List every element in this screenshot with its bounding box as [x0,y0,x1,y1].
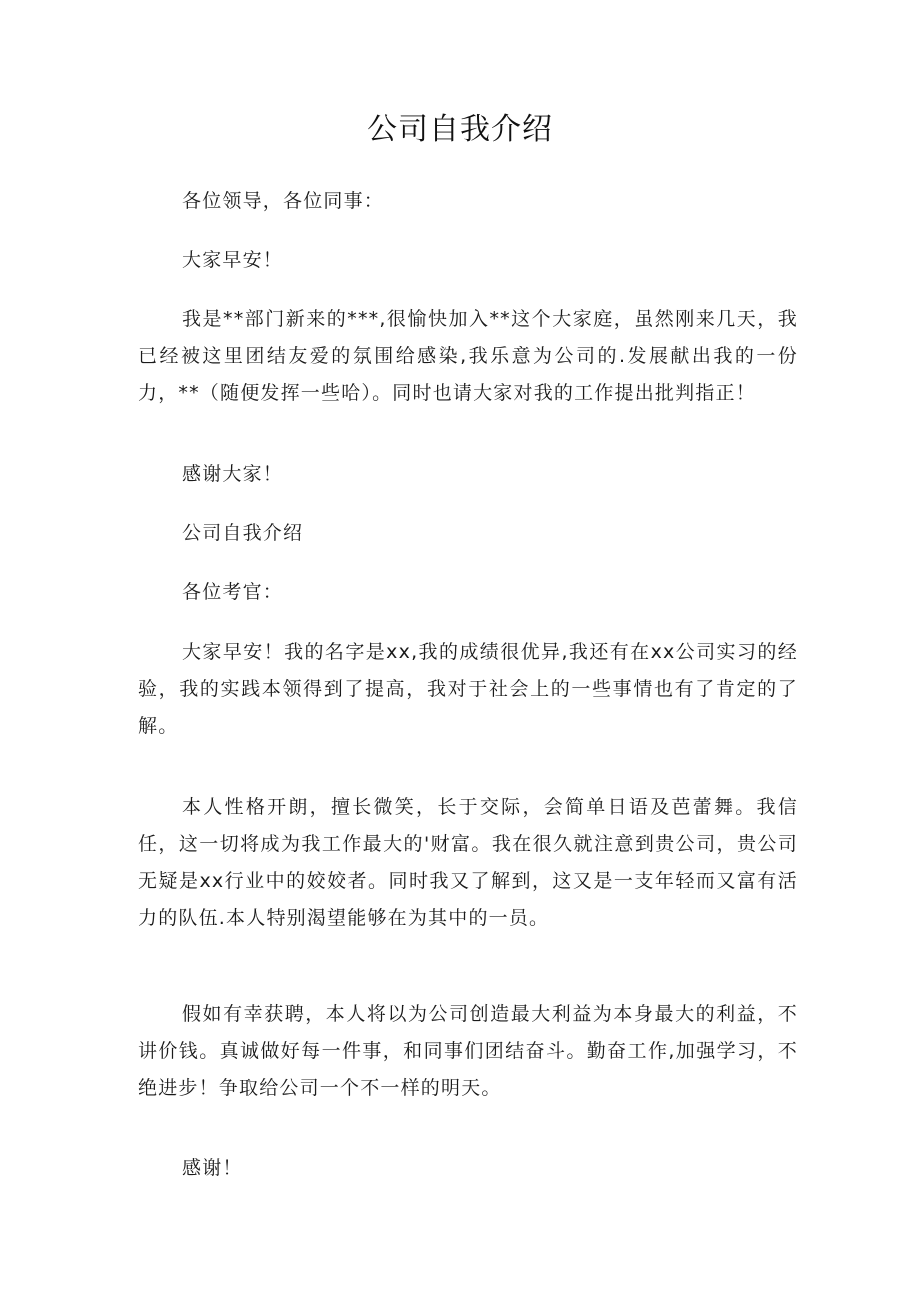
closing-thanks-paragraph: 感谢！ [182,1157,243,1179]
commitment-paragraph: 假如有幸获聘，本人将以为公司创造最大利益为本身最大的利益，不讲价钱。真诚做好每一件事，和同事们团结奋斗。勤奋工作,加强学习，不绝进步！争取给公司一个不一样的明天。 [138,1003,798,1099]
thanks-paragraph: 感谢大家！ [182,463,284,485]
document-title: 公司自我介绍 [367,112,553,147]
self-intro-paragraph: 大家早安！我的名字是xx,我的成绩很优异,我还有在xx公司实习的经验，我的实践本领得到了提高，我对于社会上的一些事情也有了肯定的了解。 [138,641,798,737]
good-morning-paragraph: 大家早安！ [182,249,284,271]
greeting-paragraph: 各位领导，各位同事： [182,190,385,212]
examiners-greeting: 各位考官： [182,581,284,603]
intro-body-paragraph: 我是**部门新来的***,很愉快加入**这个大家庭，虽然刚来几天，我已经被这里团结友爱的氛围给感染,我乐意为公司的.发展献出我的一份力，**（随便发挥一些哈）。同时也请大家对我的工作提出批判指正！ [138,308,798,404]
second-title-paragraph: 公司自我介绍 [182,522,304,544]
personality-paragraph: 本人性格开朗，擅长微笑，长于交际，会简单日语及芭蕾舞。我信任，这一切将成为我工作最大的'财富。我在很久就注意到贵公司，贵公司无疑是xx行业中的姣姣者。同时我又了解到，这又是一支年轻而又富有活力的队伍.本人特别渴望能够在为其中的一员。 [138,796,798,929]
